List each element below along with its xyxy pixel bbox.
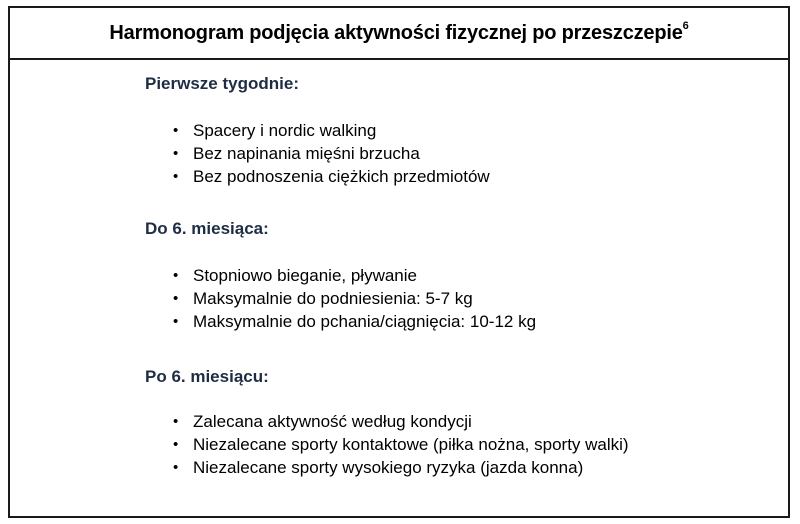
footnote-marker: 6	[682, 19, 689, 32]
section-until-6-months	[145, 217, 537, 331]
list-item: • Bez napinania mięśni brzucha	[145, 142, 490, 165]
section-heading: Po 6. miesiącu:	[145, 367, 269, 386]
list-item: • Niezalecane sporty kontaktowe (piłka nożna, sporty walki)	[145, 433, 629, 456]
list-item: • Maksymalnie do podniesienia: 5-7 kg	[145, 287, 536, 310]
list-item: • Maksymalnie do pchania/ciągnięcia: 10-12 kg	[145, 310, 536, 333]
bullet-list	[145, 264, 536, 333]
section-first-weeks	[145, 72, 490, 186]
section-heading: Pierwsze tygodnie:	[145, 74, 299, 93]
bullet-list	[145, 119, 490, 188]
list-item: • Zalecana aktywność według kondycji	[145, 410, 629, 433]
title-text: Harmonogram podjęcia aktywności fizycznej po przeszczepie	[109, 21, 683, 44]
list-item: • Stopniowo bieganie, pływanie	[145, 264, 536, 287]
bullet-list	[145, 410, 629, 479]
section-heading: Do 6. miesiąca:	[145, 219, 269, 238]
title-box	[8, 6, 790, 60]
page-title	[109, 19, 689, 45]
list-item: • Bez podnoszenia ciężkich przedmiotów	[145, 165, 490, 188]
section-after-6-months	[145, 365, 629, 477]
list-item: • Niezalecane sporty wysokiego ryzyka (jazda konna)	[145, 456, 629, 479]
list-item: • Spacery i nordic walking	[145, 119, 490, 142]
